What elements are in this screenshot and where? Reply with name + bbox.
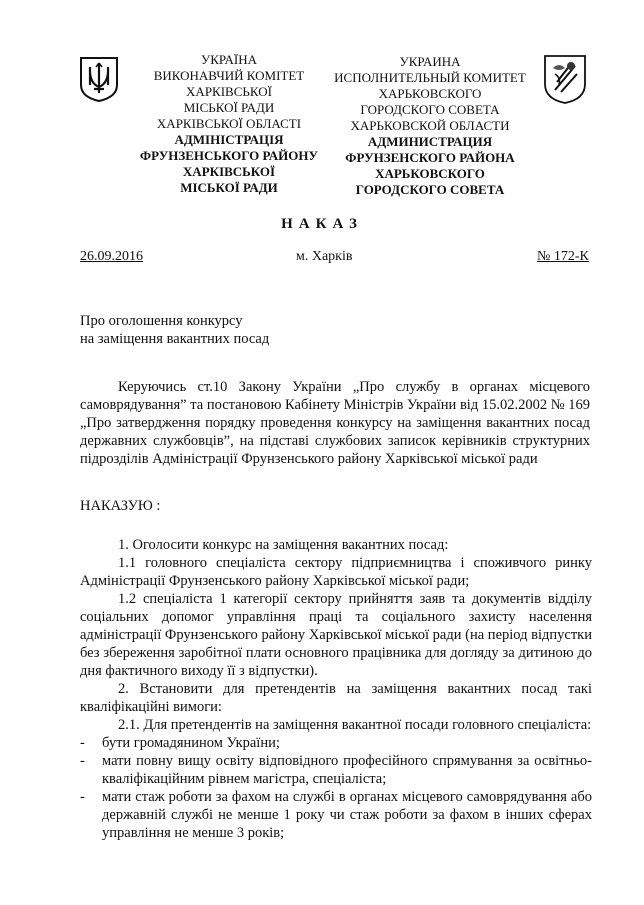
header-line-bold: МІСЬКОЇ РАДИ <box>180 180 278 195</box>
subject-line: на заміщення вакантних посад <box>80 331 270 347</box>
header-line-bold: АДМИНИСТРАЦИЯ <box>367 134 493 149</box>
header-line-bold: АДМІНІСТРАЦІЯ <box>174 132 284 147</box>
document-date: 26.09.2016 <box>80 249 143 264</box>
order-item: 1. Оголосити конкурс на заміщення вакантних посад: <box>118 537 449 553</box>
kharkiv-coat-of-arms-icon <box>541 52 589 106</box>
header-line: УКРАИНА <box>399 54 461 69</box>
subject-line: Про оголошення конкурсу <box>80 313 243 329</box>
header-line: ГОРОДСКОГО СОВЕТА <box>360 102 500 117</box>
header-line: ХАРКІВСЬКОЇ ОБЛАСТІ <box>156 116 302 131</box>
document-title: НАКАЗ <box>281 216 363 232</box>
requirement-text: бути громадянином України; <box>102 735 280 751</box>
header-line-bold: ХАРКІВСЬКОЇ <box>182 164 276 179</box>
order-subitem: 1.1 головного спеціаліста сектору підприємництва і споживчого ринку Адміністрації Фрунзенського району Харківської міської ради; <box>80 555 592 589</box>
header-line-bold: ФРУНЗЕНСЬКОГО РАЙОНУ <box>139 148 319 163</box>
order-subitem: 1.2 спеціаліста 1 категорії сектору прийняття заяв та документів відділу соціальних допомог управління праці та соціального захисту населення адміністрації Фрунзенського району Харківської міської ради (на період відпустки без збереження заробітної плати основного працівника для догляду за дитиною до дня фактичного виходу її з відпустки). <box>80 591 592 679</box>
document-city: м. Харків <box>296 249 353 264</box>
dash-marker: - <box>80 735 85 751</box>
header-line: ХАРКІВСЬКОЇ <box>186 84 272 99</box>
header-russian <box>330 54 530 198</box>
dash-marker: - <box>80 753 85 769</box>
dash-marker: - <box>80 789 85 805</box>
requirement-list-item <box>80 788 592 842</box>
trident-emblem-icon <box>78 55 120 103</box>
requirement-list-item <box>80 734 592 752</box>
order-heading: НАКАЗУЮ : <box>80 498 161 514</box>
header-line-bold: ХАРЬКОВСКОГО <box>375 166 485 181</box>
header-line: МІСЬКОЇ РАДИ <box>183 100 275 115</box>
header-line: ХАРЬКОВСКОЙ ОБЛАСТИ <box>350 118 510 133</box>
document-number: № 172-К <box>537 249 589 264</box>
requirement-text: мати повну вищу освіту відповідного професійного спрямування за освітньо-кваліфікаційним рівнем магістра, спеціаліста; <box>102 753 592 787</box>
preamble-paragraph: Керуючись ст.10 Закону України „Про службу в органах місцевого самоврядування” та постановою Кабінету Міністрів України від 15.02.2002 № 169 „Про затвердження порядку проведення конкурсу на заміщення вакантних посад державних службовців”, на підставі службових записок керівників структурних підрозділів Адміністрації Фрунзенського району Харківської міської ради <box>80 379 590 467</box>
header-line: ВИКОНАВЧИЙ КОМІТЕТ <box>153 68 305 83</box>
header-line: ИСПОЛНИТЕЛЬНЫЙ КОМИТЕТ <box>334 70 526 85</box>
order-subitem: 2.1. Для претендентів на заміщення вакантної посади головного спеціаліста: <box>118 717 592 733</box>
header-line: УКРАЇНА <box>201 52 257 67</box>
header-line: ХАРЬКОВСКОГО <box>378 86 482 101</box>
requirement-text: мати стаж роботи за фахом на службі в органах місцевого самоврядування або державній службі не менше 1 року чи стаж роботи за фахом в інших сферах управління не менше 3 років; <box>102 789 592 841</box>
requirement-list-item <box>80 752 592 788</box>
header-line-bold: ГОРОДСКОГО СОВЕТА <box>355 182 505 197</box>
order-item: 2. Встановити для претендентів на заміщення вакантних посад такі кваліфікаційні вимоги: <box>80 681 592 715</box>
document-subject <box>80 312 269 348</box>
header-ukrainian <box>132 52 326 196</box>
header-line-bold: ФРУНЗЕНСКОГО РАЙОНА <box>345 150 515 165</box>
